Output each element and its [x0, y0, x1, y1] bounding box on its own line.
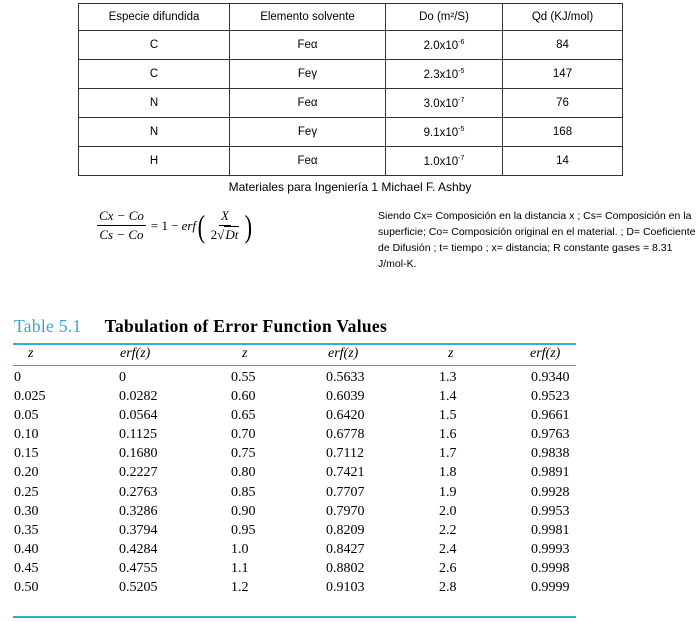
erf-z-value: 2.8	[439, 580, 457, 596]
diffusion-row	[79, 60, 623, 89]
erf-value: 0.9981	[531, 522, 570, 538]
formula-rhs-fraction	[209, 208, 242, 243]
erf-table-row	[0, 542, 700, 561]
diffusion-header-row	[79, 4, 623, 31]
erf-z-value: 0.10	[14, 427, 39, 443]
header-species: Especie difundida	[79, 4, 230, 31]
diffusion-row	[79, 31, 623, 60]
diffusion-table	[78, 3, 623, 176]
erf-value: 0.9891	[531, 465, 570, 481]
diffusion-formula	[95, 208, 254, 243]
cell-solvent: Feα	[230, 147, 386, 176]
erf-value: 0	[119, 370, 126, 385]
erf-header-rule	[13, 365, 576, 366]
cell-species: C	[79, 60, 230, 89]
erf-table-row	[0, 580, 700, 599]
formula-rhs-numerator: X	[219, 208, 231, 226]
erf-header-row	[0, 346, 700, 364]
erf-value: 0.9999	[531, 580, 570, 596]
formula-erf: erf	[181, 217, 197, 233]
do-exponent: -5	[458, 67, 465, 75]
formula-rhs-coef: 2	[210, 227, 218, 242]
formula-rhs-root: Dt	[225, 227, 239, 242]
formula-legend: Siendo Cx= Composición en la distancia x ; Cs= Composición en la superficie; Co= Composición original en el material. ; D= Coeficiente de Difusión ; t= tiempo ; x= distancia; R constante gases = 8.31 J/mol-K.	[378, 210, 696, 270]
erf-z-value: 0.30	[14, 503, 39, 519]
erf-z-value: 0.55	[231, 370, 256, 385]
erf-table-row	[0, 485, 700, 504]
erf-value: 0.7112	[326, 446, 364, 462]
erf-value: 0.6420	[326, 408, 365, 424]
formula-lhs-fraction	[97, 208, 146, 243]
cell-solvent: Feα	[230, 89, 386, 118]
erf-value: 0.1680	[119, 446, 158, 462]
erf-z-value: 0.05	[14, 408, 39, 424]
erf-top-rule	[13, 343, 576, 345]
erf-z-value: 1.5	[439, 408, 457, 424]
erf-z-value: 0.15	[14, 446, 39, 462]
erf-header-z1: z	[28, 346, 34, 361]
erf-header-z3: z	[448, 346, 454, 361]
cell-species: N	[79, 118, 230, 147]
cell-qd: 76	[503, 89, 623, 118]
erf-value: 0.2227	[119, 465, 158, 481]
erf-value: 0.5205	[119, 580, 158, 596]
cell-solvent: Feα	[230, 31, 386, 60]
erf-z-value: 1.9	[439, 484, 457, 500]
cell-do	[386, 60, 503, 89]
erf-value: 0.4755	[119, 560, 158, 576]
erf-table-row	[0, 523, 700, 542]
header-qd: Qd (KJ/mol)	[503, 4, 623, 31]
erf-header-erf1: erf(z)	[120, 346, 151, 361]
header-do: Do (m²/S)	[386, 4, 503, 31]
erf-table-row	[0, 446, 700, 465]
erf-z-value: 2.6	[439, 560, 457, 576]
erf-z-value: 1.4	[439, 389, 457, 405]
cell-qd: 168	[503, 118, 623, 147]
erf-z-value: 1.1	[231, 560, 249, 576]
erf-value: 0.1125	[119, 427, 157, 443]
cell-do	[386, 147, 503, 176]
erf-table-title-text: Tabulation of Error Function Values	[104, 316, 388, 336]
erf-value: 0.0564	[119, 408, 158, 424]
erf-z-value: 2.0	[439, 503, 457, 519]
erf-table-title	[14, 316, 387, 337]
erf-table-row	[0, 370, 700, 389]
erf-z-value: 2.4	[439, 541, 457, 557]
erf-value: 0.7421	[326, 465, 365, 481]
diffusion-row	[79, 118, 623, 147]
erf-value: 0.9998	[531, 560, 570, 576]
formula-close-paren: )	[244, 207, 253, 244]
cell-do	[386, 31, 503, 60]
formula-lhs-numerator: Cx − Co	[97, 208, 146, 226]
erf-z-value: 0.40	[14, 541, 39, 557]
cell-species: H	[79, 147, 230, 176]
erf-table-row	[0, 561, 700, 580]
erf-header-erf2: erf(z)	[328, 346, 359, 361]
erf-z-value: 1.2	[231, 580, 249, 596]
erf-z-value: 0.95	[231, 522, 256, 538]
erf-table-label: Table 5.1	[14, 316, 82, 336]
erf-value: 0.3286	[119, 503, 158, 519]
cell-solvent: Feγ	[230, 118, 386, 147]
erf-z-value: 0.25	[14, 484, 39, 500]
formula-open-paren: (	[197, 207, 206, 244]
erf-value: 0.9103	[326, 580, 365, 596]
erf-z-value: 1.0	[231, 541, 249, 557]
erf-z-value: 0.45	[14, 560, 39, 576]
cell-qd: 14	[503, 147, 623, 176]
erf-value: 0.9523	[531, 389, 570, 405]
erf-value: 0.8802	[326, 560, 365, 576]
erf-z-value: 0.025	[14, 389, 46, 405]
erf-value: 0.7707	[326, 484, 365, 500]
erf-table-body	[0, 370, 700, 599]
erf-table-row	[0, 465, 700, 484]
erf-z-value: 0.75	[231, 446, 256, 462]
cell-solvent: Feγ	[230, 60, 386, 89]
cell-do	[386, 118, 503, 147]
erf-value: 0.8427	[326, 541, 365, 557]
erf-z-value: 1.3	[439, 370, 457, 385]
erf-z-value: 0.90	[231, 503, 256, 519]
do-exponent: -6	[458, 38, 465, 46]
erf-z-value: 0.50	[14, 580, 39, 596]
erf-table-row	[0, 389, 700, 408]
diffusion-body	[79, 31, 623, 176]
erf-table-row	[0, 408, 700, 427]
do-exponent: -5	[458, 125, 465, 133]
erf-value: 0.6039	[326, 389, 365, 405]
do-exponent: -7	[458, 154, 465, 162]
erf-value: 0.9928	[531, 484, 570, 500]
cell-qd: 147	[503, 60, 623, 89]
erf-z-value: 1.6	[439, 427, 457, 443]
erf-z-value: 1.7	[439, 446, 457, 462]
erf-z-value: 0.80	[231, 465, 256, 481]
do-mantissa: 2.0x10	[423, 39, 459, 52]
erf-z-value: 0.65	[231, 408, 256, 424]
erf-z-value: 0.20	[14, 465, 39, 481]
erf-value: 0.8209	[326, 522, 365, 538]
erf-header-erf3: erf(z)	[530, 346, 561, 361]
cell-qd: 84	[503, 31, 623, 60]
erf-value: 0.9953	[531, 503, 570, 519]
cell-do	[386, 89, 503, 118]
do-mantissa: 1.0x10	[423, 155, 459, 168]
erf-value: 0.4284	[119, 541, 158, 557]
erf-table-row	[0, 504, 700, 523]
erf-z-value: 1.8	[439, 465, 457, 481]
diffusion-row	[79, 89, 623, 118]
erf-z-value: 0.35	[14, 522, 39, 538]
erf-header-z2: z	[242, 346, 248, 361]
erf-value: 0.6778	[326, 427, 365, 443]
do-mantissa: 2.3x10	[423, 68, 459, 81]
erf-value: 0.7970	[326, 503, 365, 519]
erf-value: 0.9993	[531, 541, 570, 557]
sqrt-symbol: √	[217, 227, 225, 242]
formula-equals: = 1 −	[150, 217, 179, 233]
erf-value: 0.9838	[531, 446, 570, 462]
erf-table-row	[0, 427, 700, 446]
erf-z-value: 0.85	[231, 484, 256, 500]
erf-z-value: 0.60	[231, 389, 256, 405]
cell-species: N	[79, 89, 230, 118]
diffusion-row	[79, 147, 623, 176]
do-mantissa: 3.0x10	[423, 97, 459, 110]
erf-value: 0.2763	[119, 484, 158, 500]
erf-value: 0.9763	[531, 427, 570, 443]
erf-value: 0.9340	[531, 370, 570, 385]
formula-rhs-denominator	[209, 226, 242, 243]
erf-bottom-rule	[13, 616, 576, 618]
erf-z-value: 0	[14, 370, 21, 385]
erf-value: 0.3794	[119, 522, 158, 538]
erf-z-value: 2.2	[439, 522, 457, 538]
header-solvent: Elemento solvente	[230, 4, 386, 31]
erf-value: 0.5633	[326, 370, 365, 385]
do-exponent: -7	[458, 96, 465, 104]
erf-value: 0.0282	[119, 389, 158, 405]
erf-z-value: 0.70	[231, 427, 256, 443]
table-caption: Materiales para Ingeniería 1 Michael F. Ashby	[228, 180, 472, 194]
formula-lhs-denominator: Cs − Co	[99, 227, 144, 242]
do-mantissa: 9.1x10	[423, 126, 459, 139]
erf-value: 0.9661	[531, 408, 570, 424]
cell-species: C	[79, 31, 230, 60]
